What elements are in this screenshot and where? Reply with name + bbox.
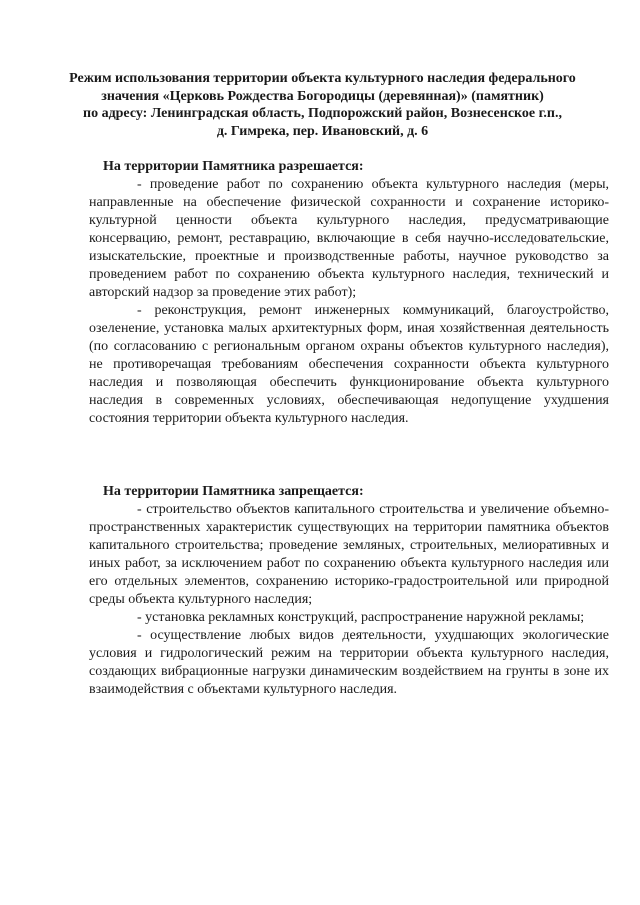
document-title <box>60 70 585 140</box>
forbidden-heading: На территории Памятника запрещается: <box>103 484 364 499</box>
forbidden-item: - осуществление любых видов деятельности, ухудшающих экологические условия и гидрологический режим на территории объекта культурного наследия, создающих вибрационные нагрузки динамическим воздействием на грунты в зоне их взаимодействия с объектами культурного наследия. <box>89 628 609 697</box>
allowed-section <box>89 158 609 428</box>
forbidden-section <box>89 483 609 699</box>
allowed-item: - реконструкция, ремонт инженерных коммуникаций, благоустройство, озеленение, установка малых архитектурных форм, иная хозяйственная деятельность (по согласованию с региональным органом охраны объектов культурного наследия), не противоречащая требованиям обеспечения сохранности объекта культурного наследия и позволяющая обеспечить функционирование объекта культурного наследия в современных условиях, обеспечивающая недопущение ухудшения состояния территории объекта культурного наследия. <box>89 303 609 426</box>
forbidden-item: - установка рекламных конструкций, распространение наружной рекламы; <box>137 610 585 625</box>
title-line-4: д. Гимрека, пер. Ивановский, д. 6 <box>216 123 429 139</box>
title-line-3: по адресу: Ленинградская область, Подпорожский район, Вознесенское г.п., <box>83 106 562 121</box>
allowed-heading: На территории Памятника разрешается: <box>103 159 364 174</box>
title-line-2: значения «Церковь Рождества Богородицы (деревянная)» (памятник) <box>101 88 544 104</box>
allowed-item: - проведение работ по сохранению объекта культурного наследия (меры, направленные на обеспечение физической сохранности и сохранение историко-культурной ценности объекта культурного наследия, предусматривающие консервацию, ремонт, реставрацию, включающие в себя научно-исследовательские, изыскательские, проектные и производственные работы, научное руководство за проведением работ по сохранению объекта культурного наследия, технический и авторский надзор за проведение этих работ); <box>89 177 609 300</box>
title-line-1: Режим использования территории объекта культурного наследия федерального <box>69 71 576 86</box>
forbidden-item: - строительство объектов капитального строительства и увеличение объемно-пространственных характеристик существующих на территории памятника объектов капитального строительства; проведение земляных, строительных, мелиоративных и иных работ, за исключением работ по сохранению объекта культурного наследия или его отдельных элементов, сохранению историко-градостроительной или природной среды объекта культурного наследия; <box>89 502 609 607</box>
